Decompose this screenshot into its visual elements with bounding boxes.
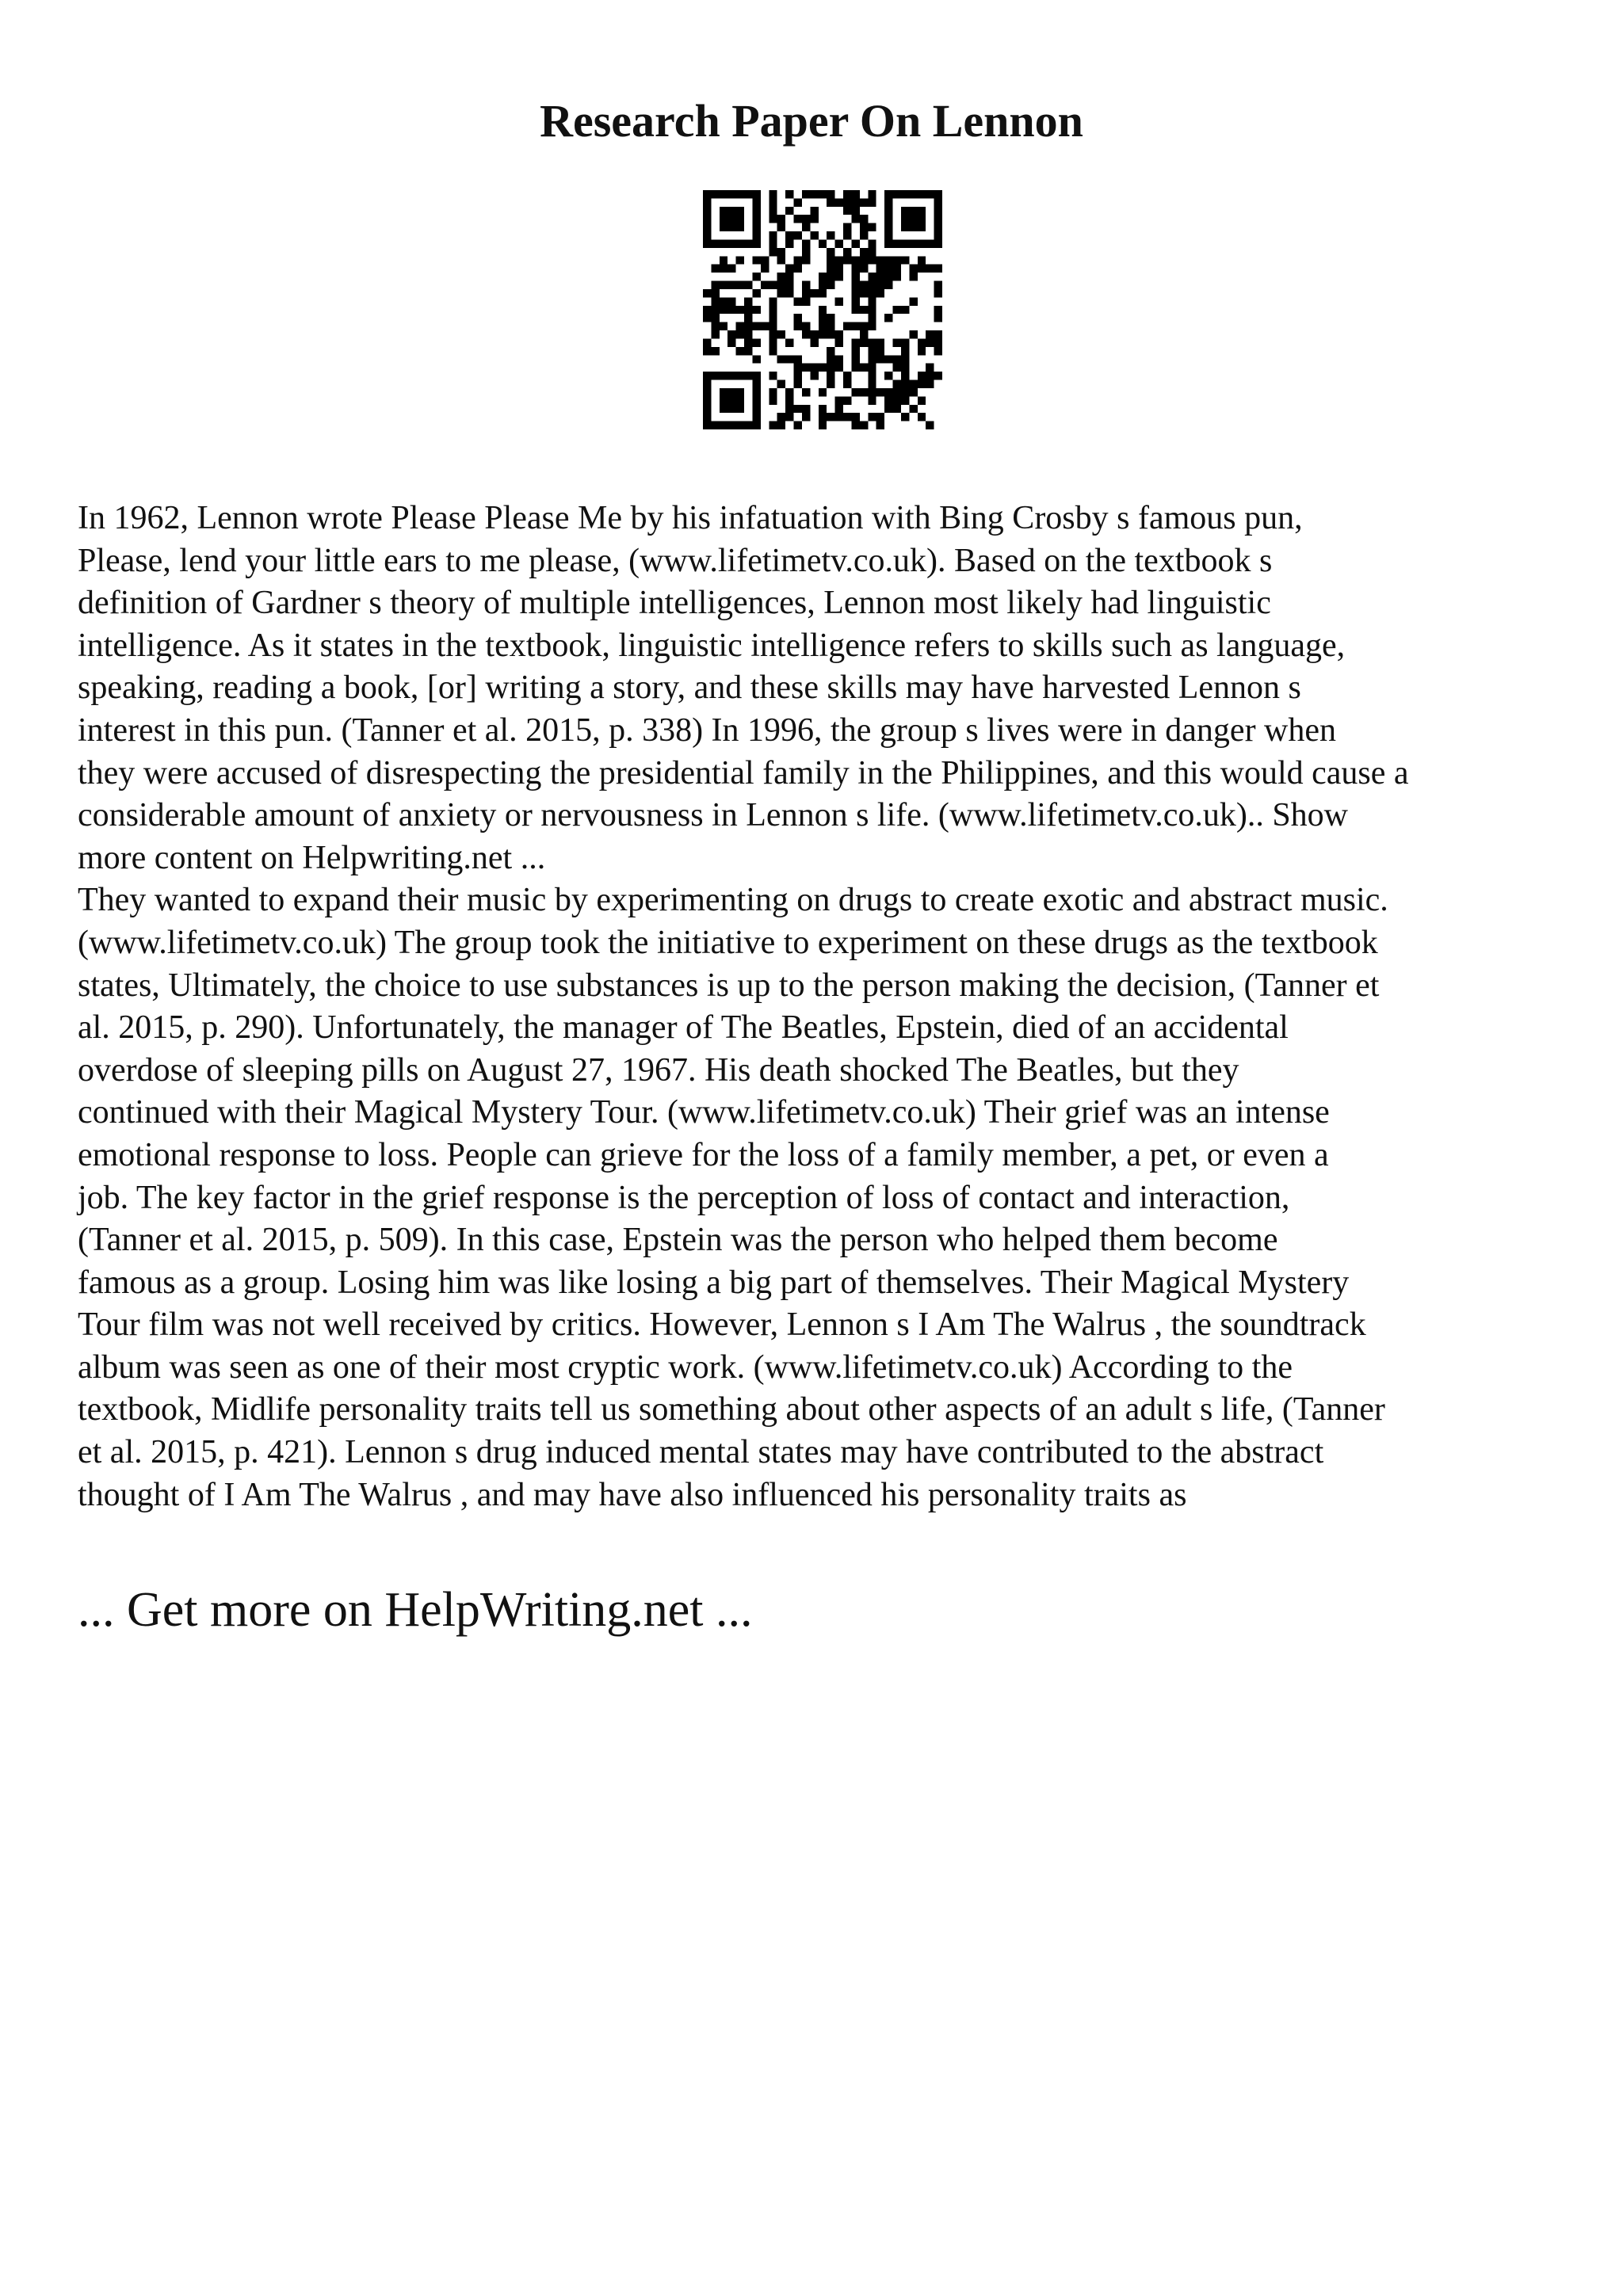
paragraph: They wanted to expand their music by experimenting on drugs to create exotic and abstract music. (www.lifetimetv.co.uk) The group took the initiative to experiment on these drugs as the textbook states, Ultimately, the choice to use substances is up to the person making the decision, (Tanner et al. 2015, p. 290). Unfortunately, the manager of The Beatles, Epstein, died of an accidental overdose of sleeping pills on August 27, 1967. His death shocked The Beatles, but they continued with their Magical Mystery Tour. (www.lifetimetv.co.uk) Their grief was an intense emotional response to loss. People can grieve for the loss of a family member, a pet, or even a job. The key factor in the grief response is the perception of loss of contact and interaction, (Tanner et al. 2015, p. 509). In this case, Epstein was the person who helped them become famous as a group. Losing him was like losing a big part of themselves. Their Magical Mystery Tour film was not well received by critics. However, Lennon s I Am The Walrus , the soundtrack album was seen as one of their most cryptic work. (www.lifetimetv.co.uk) According to the textbook, Midlife personality traits tell us something about other aspects of an adult s life, (Tanner et al. 2015, p. 421). Lennon s drug induced mental states may have contributed to the abstract thought of I Am The Walrus , and may have also influenced his personality traits as xyxy=(78,882,1388,1513)
qr-code-icon xyxy=(703,190,942,429)
article-body xyxy=(78,498,1568,1516)
page-title: Research Paper On Lennon xyxy=(540,95,1083,147)
paragraph: In 1962, Lennon wrote Please Please Me by his infatuation with Bing Crosby s famous pun, Please, lend your little ears to me please, (www.lifetimetv.co.uk). Based on the textbook s definition of Gardner s theory of multiple intelligences, Lennon most likely had linguistic intelligence. As it states in the textbook, linguistic intelligence refers to skills such as language, speaking, reading a book, [or] writing a story, and these skills may have harvested Lennon s interest in this pun. (Tanner et al. 2015, p. 338) In 1996, the group s lives were in danger when they were accused of disrespecting the presidential family in the Philippines, and this would cause a considerable amount of anxiety or nervousness in Lennon s life. (www.lifetimetv.co.uk).. Show more content on Helpwriting.net ... xyxy=(78,500,1409,876)
get-more-link[interactable]: ... Get more on HelpWriting.net ... xyxy=(78,1583,753,1637)
